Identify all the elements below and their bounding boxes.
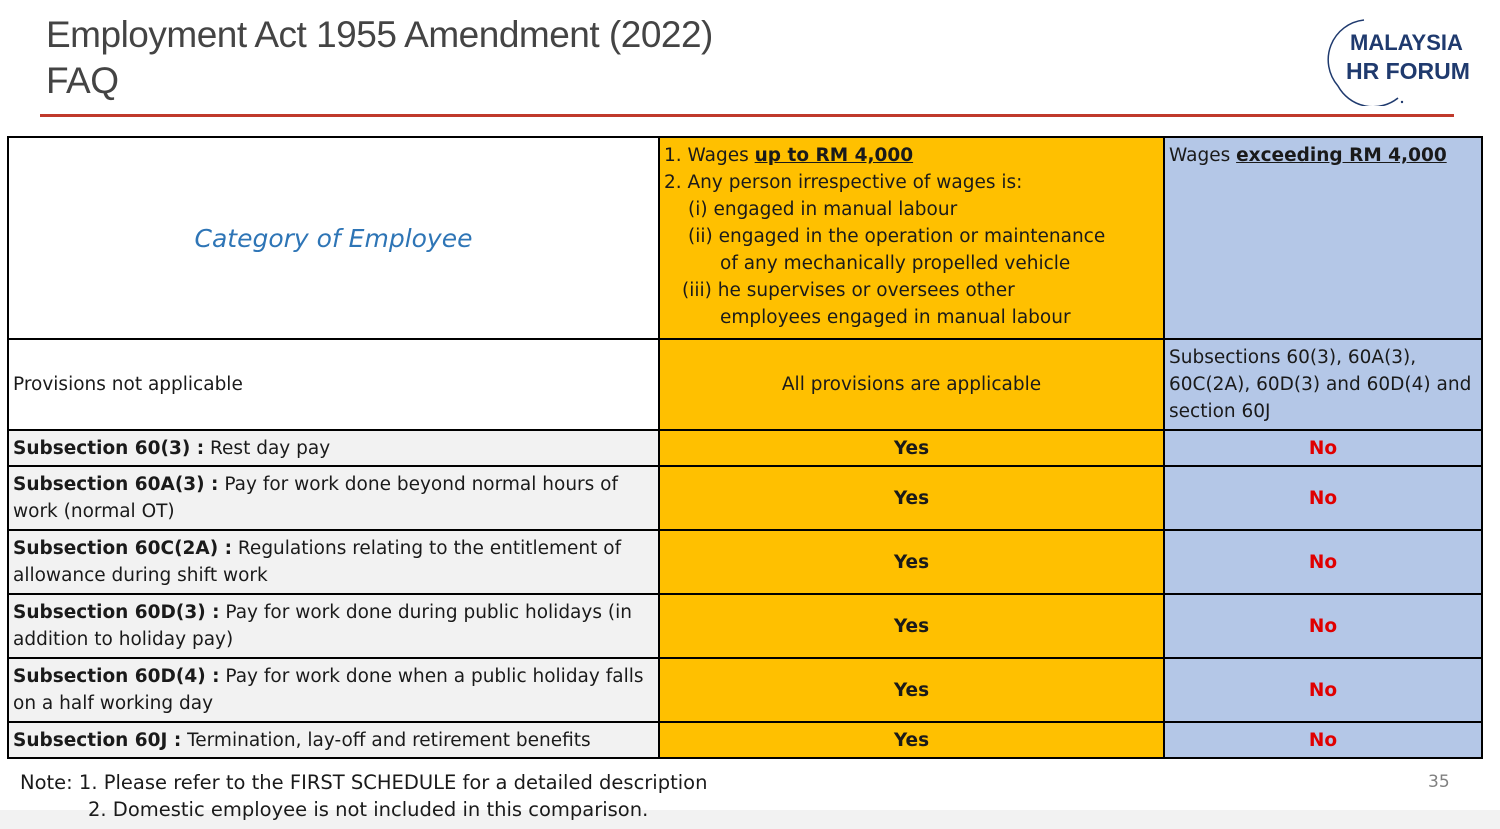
- title-divider: [40, 114, 1454, 117]
- page-number: 35: [1428, 772, 1450, 792]
- row-label-text: Rest day pay: [204, 437, 331, 459]
- logo-text-line-1: MALAYSIA: [1350, 30, 1463, 55]
- row-col2-value: Yes: [659, 430, 1164, 466]
- header-col3-prefix: Wages: [1169, 145, 1237, 166]
- row-label-bold: Subsection 60J :: [13, 729, 182, 751]
- row-col3-value: No: [1164, 722, 1482, 758]
- row-label-text: Pay for work done when a public holiday falls on a half working day: [13, 666, 644, 714]
- row-col3-value: No: [1164, 658, 1482, 722]
- row-label-text: Termination, lay-off and retirement benefits: [181, 729, 591, 751]
- row-col2-value: Yes: [659, 722, 1164, 758]
- row-label-bold: Subsection 60(3) :: [13, 437, 205, 459]
- table-row: [8, 722, 1482, 758]
- table-row: [8, 530, 1482, 594]
- header-col3-bold: exceeding RM 4,000: [1236, 145, 1447, 166]
- row-label: [8, 658, 659, 722]
- table-row: [8, 430, 1482, 466]
- footnote-line-1: Note: 1. Please refer to the FIRST SCHEDULE for a detailed description: [20, 771, 708, 794]
- row-col2-value: Yes: [659, 594, 1164, 658]
- provisions-col3: Subsections 60(3), 60A(3), 60C(2A), 60D(3) and 60D(4) and section 60J: [1164, 339, 1482, 430]
- header-wages-up-to-4000: [659, 137, 1164, 339]
- row-label-bold: Subsection 60D(3) :: [13, 602, 220, 623]
- header-col2-line-7: employees engaged in manual labour: [720, 307, 1071, 328]
- row-label-bold: Subsection 60D(4) :: [13, 666, 220, 687]
- footnote-line-2: 2. Domestic employee is not included in this comparison.: [88, 798, 649, 821]
- row-label-text: Pay for work done beyond normal hours of work (normal OT): [13, 474, 619, 522]
- title-line-1: Employment Act 1955 Amendment (2022): [46, 14, 713, 55]
- header-col2-line-3: (i) engaged in manual labour: [688, 199, 958, 220]
- row-label-bold: Subsection 60C(2A) :: [13, 538, 233, 559]
- malaysia-hr-forum-logo: [1326, 16, 1476, 106]
- row-col2-value: Yes: [659, 466, 1164, 530]
- row-label: [8, 722, 659, 758]
- category-header: Category of Employee: [8, 137, 659, 339]
- header-col2-bold: up to RM 4,000: [754, 145, 914, 166]
- table-row: [8, 594, 1482, 658]
- title-line-2: FAQ: [46, 60, 119, 101]
- comparison-table: [7, 136, 1483, 759]
- table-header-row: [8, 137, 1482, 339]
- header-col2-line-6: (iii) he supervises or oversees other: [682, 280, 1015, 301]
- row-label-text: Regulations relating to the entitlement of allowance during shift work: [13, 538, 622, 586]
- row-col2-value: Yes: [659, 530, 1164, 594]
- table-row: [8, 658, 1482, 722]
- row-label: [8, 530, 659, 594]
- row-label: [8, 430, 659, 466]
- row-label-text: Pay for work done during public holidays (in addition to holiday pay): [13, 602, 632, 650]
- header-col2-line-4: (ii) engaged in the operation or maintenance: [688, 226, 1106, 247]
- row-col3-value: No: [1164, 594, 1482, 658]
- row-col3-value: No: [1164, 430, 1482, 466]
- row-label: [8, 594, 659, 658]
- row-col3-value: No: [1164, 530, 1482, 594]
- logo-text-line-2: HR FORUM: [1346, 58, 1470, 84]
- slide-title: [46, 12, 713, 104]
- header-col2-line-2: 2. Any person irrespective of wages is:: [664, 172, 1023, 193]
- header-wages-exceeding-4000: [1164, 137, 1482, 339]
- row-label: [8, 466, 659, 530]
- row-label-bold: Subsection 60A(3) :: [13, 474, 219, 495]
- table-row: [8, 466, 1482, 530]
- header-col2-prefix: 1. Wages: [664, 145, 755, 166]
- row-col2-value: Yes: [659, 658, 1164, 722]
- provisions-row: [8, 339, 1482, 430]
- header-col2-line-5: of any mechanically propelled vehicle: [720, 253, 1071, 274]
- provisions-label: Provisions not applicable: [8, 339, 659, 430]
- provisions-col2: All provisions are applicable: [659, 339, 1164, 430]
- row-col3-value: No: [1164, 466, 1482, 530]
- footnote: [20, 769, 707, 823]
